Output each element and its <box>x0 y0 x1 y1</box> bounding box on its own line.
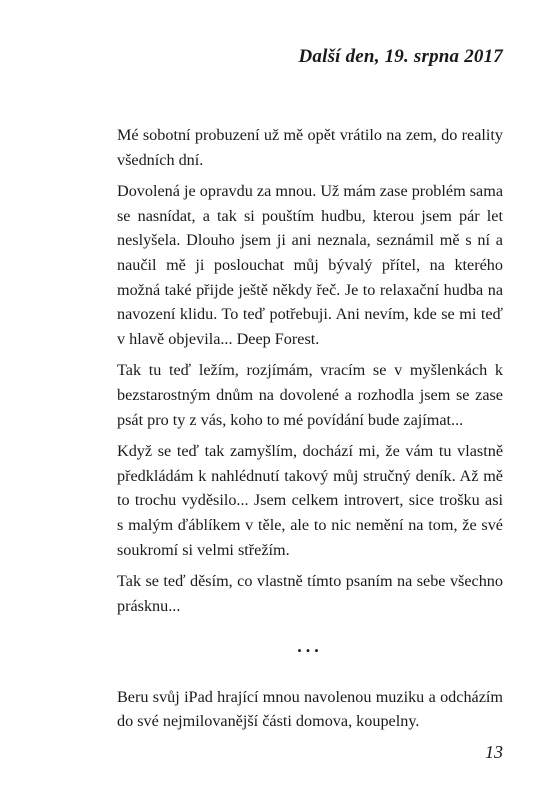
page-number: 13 <box>485 742 503 762</box>
paragraph: Beru svůj iPad hrající mnou navolenou muziku a odcházím do své nejmilovanější části domova, koupelny. <box>117 687 503 731</box>
paragraph: Mé sobotní probuzení už mě opět vrátilo na zem, do reality všedních dní. <box>117 126 503 169</box>
paragraph: Tak tu teď ležím, rozjímám, vracím se v myšlenkách k bezstarostným dnům na dovolené a rozhodla jsem se zase psát pro ty z vás, koho to mé povídání bude zajímat... <box>117 361 503 429</box>
paragraph: Tak se teď děsím, co vlastně tímto psaním na sebe všechno prásknu... <box>117 572 503 615</box>
paragraph: Dovolená je opravdu za mnou. Už mám zase problém sama se nasnídat, a tak si pouštím hudbu, kterou jsem pár let neslyšela. Dlouho jsem ji ani neznala, seznámil mě s ní a naučil mě ji poslouchat můj bývalý přítel, na kterého možná také přijde ještě někdy řeč. Je to relaxační hudba na navození klidu. To teď potřebuji. Ani nevím, kde se mi teď v hlavě objevila... Deep Forest. <box>117 182 503 348</box>
chapter-heading: Další den, 19. srpna 2017 <box>298 46 503 67</box>
paragraph: Když se teď tak zamyšlím, dochází mi, že vám tu vlastně předkládám k nahlédnutí takový můj stručný deník. Až mě to trochu vyděsilo... Jsem celkem introvert, sice trošku asi s malým ďáblíkem v těle, ale to nic nemění na tom, že své soukromí si velmi střežím. <box>117 442 503 559</box>
section-separator: ... <box>297 636 323 657</box>
page-body <box>117 123 503 741</box>
